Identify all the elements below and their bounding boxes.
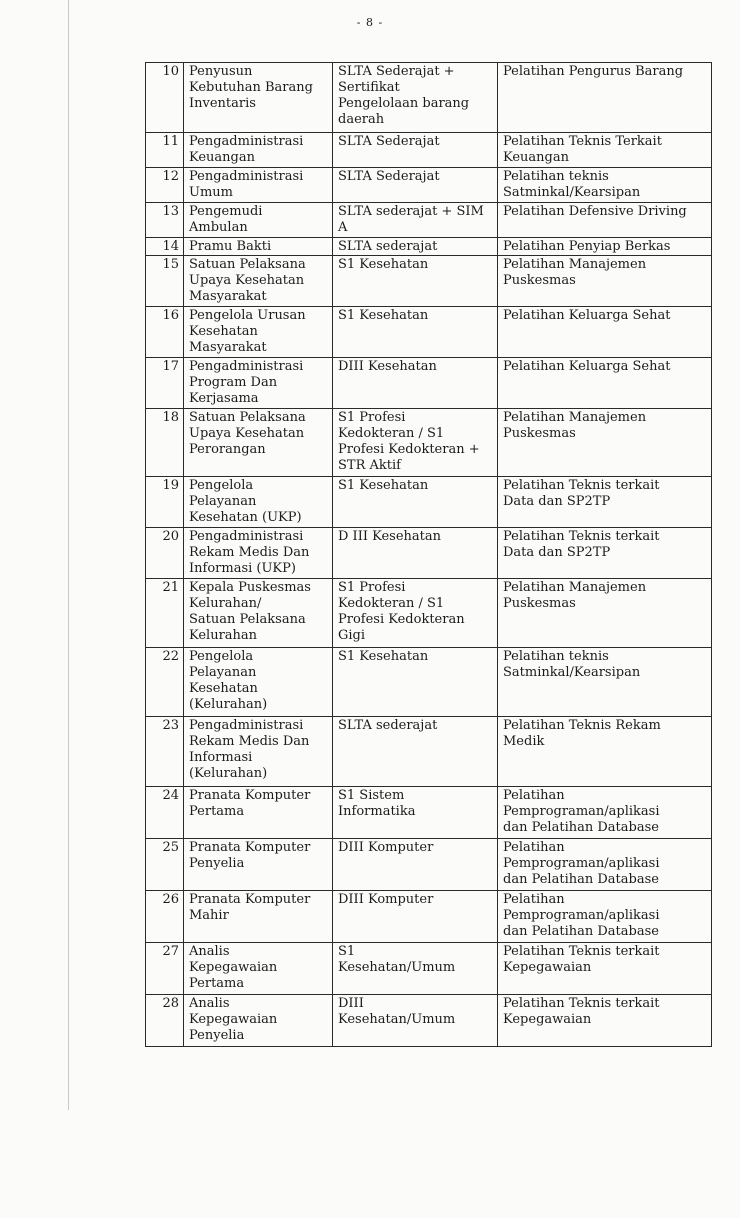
- table-row: [146, 133, 712, 168]
- row-number: 19: [146, 477, 184, 528]
- row-number: 13: [146, 203, 184, 238]
- row-number: 10: [146, 63, 184, 133]
- row-number: 11: [146, 133, 184, 168]
- row-number: 17: [146, 358, 184, 409]
- table-row: [146, 409, 712, 477]
- table-row: [146, 995, 712, 1047]
- education-requirement: SLTA Sederajat: [333, 133, 498, 168]
- training-requirement: Pelatihan Manajemen Puskesmas: [498, 256, 712, 307]
- training-requirement: Pelatihan Teknis terkait Data dan SP2TP: [498, 528, 712, 579]
- row-number: 12: [146, 168, 184, 203]
- training-requirement: Pelatihan Teknis Rekam Medik: [498, 717, 712, 787]
- table-row: [146, 168, 712, 203]
- row-number: 28: [146, 995, 184, 1047]
- page-margin-line: [68, 0, 69, 1110]
- education-requirement: DIII Kesehatan/Umum: [333, 995, 498, 1047]
- position-name: Pengadministrasi Rekam Medis Dan Informasi (UKP): [184, 528, 333, 579]
- position-name: Pengelola Pelayanan Kesehatan (Kelurahan): [184, 648, 333, 717]
- position-name: Analis Kepegawaian Penyelia: [184, 995, 333, 1047]
- education-requirement: S1 Kesehatan: [333, 477, 498, 528]
- table-row: [146, 63, 712, 133]
- education-requirement: S1 Profesi Kedokteran / S1 Profesi Kedokteran + STR Aktif: [333, 409, 498, 477]
- education-requirement: S1 Kesehatan/Umum: [333, 943, 498, 995]
- education-requirement: DIII Komputer: [333, 839, 498, 891]
- position-name: Kepala Puskesmas Kelurahan/ Satuan Pelaksana Kelurahan: [184, 579, 333, 648]
- table-row: [146, 256, 712, 307]
- training-requirement: Pelatihan Pengurus Barang: [498, 63, 712, 133]
- training-requirement: Pelatihan Teknis terkait Kepegawaian: [498, 995, 712, 1047]
- row-number: 23: [146, 717, 184, 787]
- table-row: [146, 203, 712, 238]
- training-requirement: Pelatihan Teknis terkait Kepegawaian: [498, 943, 712, 995]
- table-body: [146, 63, 712, 1047]
- table-row: [146, 648, 712, 717]
- training-requirement: Pelatihan Keluarga Sehat: [498, 307, 712, 358]
- training-requirement: Pelatihan Pemprograman/aplikasi dan Pelatihan Database: [498, 891, 712, 943]
- position-name: Pranata Komputer Penyelia: [184, 839, 333, 891]
- table-row: [146, 307, 712, 358]
- row-number: 27: [146, 943, 184, 995]
- training-requirement: Pelatihan Pemprograman/aplikasi dan Pelatihan Database: [498, 839, 712, 891]
- position-name: Pengadministrasi Keuangan: [184, 133, 333, 168]
- training-requirement: Pelatihan Teknis terkait Data dan SP2TP: [498, 477, 712, 528]
- position-name: Penyusun Kebutuhan Barang Inventaris: [184, 63, 333, 133]
- position-name: Pengadministrasi Umum: [184, 168, 333, 203]
- position-name: Pengelola Pelayanan Kesehatan (UKP): [184, 477, 333, 528]
- position-name: Pranata Komputer Mahir: [184, 891, 333, 943]
- education-requirement: SLTA Sederajat: [333, 168, 498, 203]
- education-requirement: S1 Kesehatan: [333, 307, 498, 358]
- page-number: - 8 -: [356, 16, 384, 29]
- table-row: [146, 579, 712, 648]
- row-number: 22: [146, 648, 184, 717]
- education-requirement: DIII Kesehatan: [333, 358, 498, 409]
- position-name: Satuan Pelaksana Upaya Kesehatan Perorangan: [184, 409, 333, 477]
- row-number: 14: [146, 238, 184, 256]
- position-name: Pengelola Urusan Kesehatan Masyarakat: [184, 307, 333, 358]
- education-requirement: SLTA sederajat + SIM A: [333, 203, 498, 238]
- table-row: [146, 528, 712, 579]
- education-requirement: SLTA Sederajat + Sertifikat Pengelolaan barang daerah: [333, 63, 498, 133]
- position-name: Analis Kepegawaian Pertama: [184, 943, 333, 995]
- row-number: 24: [146, 787, 184, 839]
- row-number: 26: [146, 891, 184, 943]
- table-row: [146, 787, 712, 839]
- position-name: Pengadministrasi Rekam Medis Dan Informasi (Kelurahan): [184, 717, 333, 787]
- education-requirement: S1 Kesehatan: [333, 256, 498, 307]
- row-number: 25: [146, 839, 184, 891]
- education-requirement: S1 Kesehatan: [333, 648, 498, 717]
- training-requirement: Pelatihan Pemprograman/aplikasi dan Pelatihan Database: [498, 787, 712, 839]
- position-name: Pramu Bakti: [184, 238, 333, 256]
- training-requirement: Pelatihan Teknis Terkait Keuangan: [498, 133, 712, 168]
- table-row: [146, 891, 712, 943]
- row-number: 20: [146, 528, 184, 579]
- training-requirement: Pelatihan Keluarga Sehat: [498, 358, 712, 409]
- education-requirement: SLTA sederajat: [333, 238, 498, 256]
- position-name: Pengemudi Ambulan: [184, 203, 333, 238]
- table-row: [146, 238, 712, 256]
- table-row: [146, 477, 712, 528]
- training-requirement: Pelatihan teknis Satminkal/Kearsipan: [498, 648, 712, 717]
- row-number: 15: [146, 256, 184, 307]
- training-requirement: Pelatihan teknis Satminkal/Kearsipan: [498, 168, 712, 203]
- position-name: Pengadministrasi Program Dan Kerjasama: [184, 358, 333, 409]
- table-row: [146, 943, 712, 995]
- training-requirement: Pelatihan Manajemen Puskesmas: [498, 409, 712, 477]
- table-row: [146, 358, 712, 409]
- table-row: [146, 717, 712, 787]
- training-requirement: Pelatihan Penyiap Berkas: [498, 238, 712, 256]
- education-requirement: S1 Sistem Informatika: [333, 787, 498, 839]
- education-requirement: SLTA sederajat: [333, 717, 498, 787]
- row-number: 18: [146, 409, 184, 477]
- row-number: 16: [146, 307, 184, 358]
- table-row: [146, 839, 712, 891]
- position-requirements-table: [145, 62, 712, 1047]
- training-requirement: Pelatihan Defensive Driving: [498, 203, 712, 238]
- education-requirement: S1 Profesi Kedokteran / S1 Profesi Kedokteran Gigi: [333, 579, 498, 648]
- education-requirement: DIII Komputer: [333, 891, 498, 943]
- row-number: 21: [146, 579, 184, 648]
- position-name: Satuan Pelaksana Upaya Kesehatan Masyarakat: [184, 256, 333, 307]
- position-name: Pranata Komputer Pertama: [184, 787, 333, 839]
- training-requirement: Pelatihan Manajemen Puskesmas: [498, 579, 712, 648]
- education-requirement: D III Kesehatan: [333, 528, 498, 579]
